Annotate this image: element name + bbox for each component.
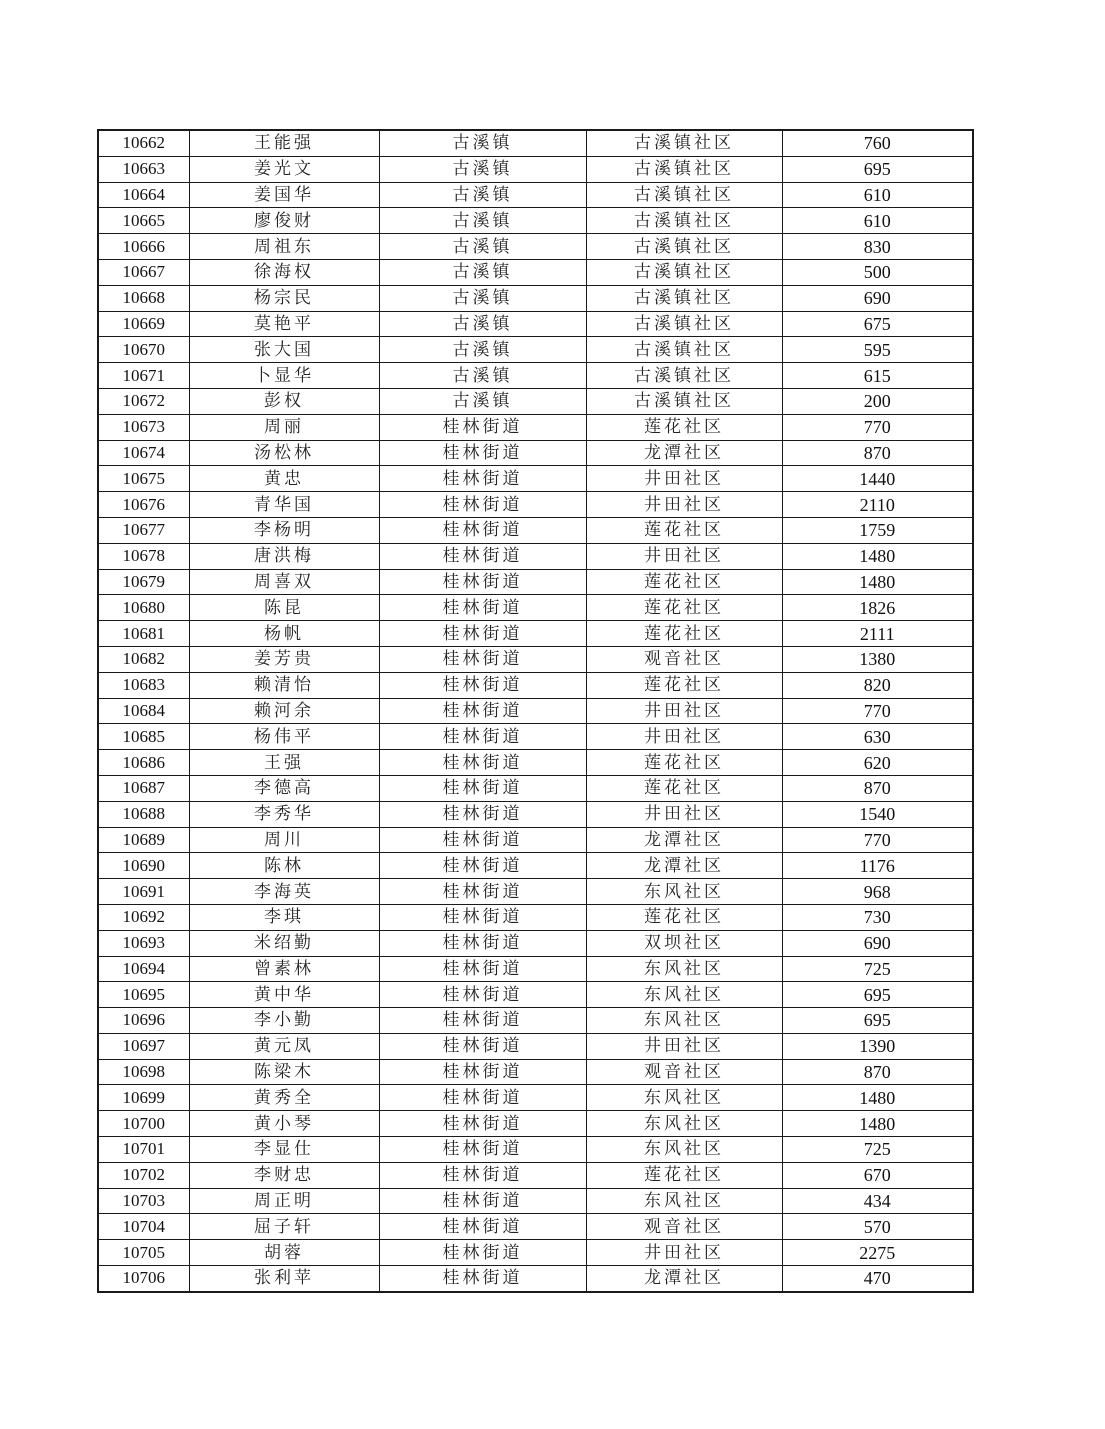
table-row (98, 1162, 973, 1188)
cell-town: 桂林街道 (379, 982, 586, 1008)
cell-name: 唐洪梅 (189, 543, 379, 569)
cell-id: 10663 (98, 156, 189, 182)
table-row (98, 879, 973, 905)
cell-community: 东风社区 (586, 1008, 782, 1034)
table-row (98, 130, 973, 156)
cell-id: 10700 (98, 1111, 189, 1137)
cell-name: 李琪 (189, 904, 379, 930)
cell-amount: 870 (782, 775, 973, 801)
cell-id: 10665 (98, 208, 189, 234)
cell-amount: 610 (782, 182, 973, 208)
cell-town: 古溪镇 (379, 363, 586, 389)
table-row (98, 285, 973, 311)
table-row (98, 1240, 973, 1266)
cell-town: 桂林街道 (379, 1033, 586, 1059)
cell-amount: 1480 (782, 1111, 973, 1137)
cell-community: 莲花社区 (586, 621, 782, 647)
cell-id: 10670 (98, 337, 189, 363)
cell-name: 姜国华 (189, 182, 379, 208)
cell-town: 古溪镇 (379, 156, 586, 182)
cell-name: 姜芳贵 (189, 646, 379, 672)
cell-community: 井田社区 (586, 1240, 782, 1266)
cell-amount: 675 (782, 311, 973, 337)
cell-amount: 770 (782, 698, 973, 724)
table-row (98, 414, 973, 440)
cell-name: 周喜双 (189, 569, 379, 595)
cell-amount: 695 (782, 982, 973, 1008)
cell-id: 10673 (98, 414, 189, 440)
cell-name: 周川 (189, 827, 379, 853)
table-row (98, 1033, 973, 1059)
cell-amount: 434 (782, 1188, 973, 1214)
cell-name: 杨伟平 (189, 724, 379, 750)
cell-amount: 725 (782, 956, 973, 982)
cell-name: 李财忠 (189, 1162, 379, 1188)
cell-amount: 1380 (782, 646, 973, 672)
cell-community: 井田社区 (586, 724, 782, 750)
cell-name: 陈昆 (189, 595, 379, 621)
table-row (98, 311, 973, 337)
cell-id: 10693 (98, 930, 189, 956)
cell-id: 10671 (98, 363, 189, 389)
table-row (98, 595, 973, 621)
cell-community: 莲花社区 (586, 414, 782, 440)
cell-community: 古溪镇社区 (586, 363, 782, 389)
cell-town: 桂林街道 (379, 1059, 586, 1085)
table-row (98, 234, 973, 260)
cell-id: 10695 (98, 982, 189, 1008)
cell-town: 桂林街道 (379, 904, 586, 930)
cell-amount: 770 (782, 414, 973, 440)
cell-id: 10662 (98, 130, 189, 156)
cell-name: 黄忠 (189, 466, 379, 492)
cell-amount: 620 (782, 750, 973, 776)
cell-town: 古溪镇 (379, 259, 586, 285)
cell-town: 桂林街道 (379, 750, 586, 776)
cell-id: 10696 (98, 1008, 189, 1034)
cell-amount: 1176 (782, 853, 973, 879)
cell-town: 桂林街道 (379, 698, 586, 724)
cell-name: 杨宗民 (189, 285, 379, 311)
cell-amount: 1480 (782, 543, 973, 569)
cell-community: 古溪镇社区 (586, 208, 782, 234)
cell-name: 曾素林 (189, 956, 379, 982)
table-row (98, 440, 973, 466)
cell-community: 龙潭社区 (586, 827, 782, 853)
cell-community: 古溪镇社区 (586, 311, 782, 337)
cell-amount: 1480 (782, 569, 973, 595)
cell-name: 杨帆 (189, 621, 379, 647)
cell-amount: 695 (782, 156, 973, 182)
cell-town: 桂林街道 (379, 827, 586, 853)
cell-id: 10691 (98, 879, 189, 905)
cell-amount: 2111 (782, 621, 973, 647)
table-row (98, 801, 973, 827)
cell-name: 王能强 (189, 130, 379, 156)
cell-id: 10701 (98, 1137, 189, 1163)
cell-amount: 730 (782, 904, 973, 930)
cell-town: 桂林街道 (379, 1214, 586, 1240)
cell-community: 观音社区 (586, 1214, 782, 1240)
cell-town: 桂林街道 (379, 466, 586, 492)
cell-community: 古溪镇社区 (586, 388, 782, 414)
cell-id: 10685 (98, 724, 189, 750)
cell-name: 王强 (189, 750, 379, 776)
cell-amount: 870 (782, 1059, 973, 1085)
cell-id: 10705 (98, 1240, 189, 1266)
cell-amount: 570 (782, 1214, 973, 1240)
cell-community: 井田社区 (586, 801, 782, 827)
cell-name: 黄秀全 (189, 1085, 379, 1111)
cell-community: 东风社区 (586, 879, 782, 905)
cell-amount: 2275 (782, 1240, 973, 1266)
cell-amount: 630 (782, 724, 973, 750)
cell-id: 10697 (98, 1033, 189, 1059)
table-row (98, 930, 973, 956)
cell-id: 10666 (98, 234, 189, 260)
cell-name: 屈子轩 (189, 1214, 379, 1240)
cell-name: 徐海权 (189, 259, 379, 285)
cell-name: 周丽 (189, 414, 379, 440)
cell-town: 桂林街道 (379, 930, 586, 956)
cell-name: 彭权 (189, 388, 379, 414)
cell-id: 10675 (98, 466, 189, 492)
cell-name: 张大国 (189, 337, 379, 363)
cell-community: 井田社区 (586, 466, 782, 492)
cell-id: 10702 (98, 1162, 189, 1188)
cell-town: 桂林街道 (379, 801, 586, 827)
table-row (98, 1008, 973, 1034)
cell-community: 东风社区 (586, 1137, 782, 1163)
table-row (98, 569, 973, 595)
cell-community: 双坝社区 (586, 930, 782, 956)
cell-town: 桂林街道 (379, 543, 586, 569)
cell-id: 10680 (98, 595, 189, 621)
table-row (98, 208, 973, 234)
cell-id: 10706 (98, 1266, 189, 1292)
cell-amount: 200 (782, 388, 973, 414)
cell-id: 10699 (98, 1085, 189, 1111)
cell-name: 李显仕 (189, 1137, 379, 1163)
cell-town: 古溪镇 (379, 285, 586, 311)
cell-town: 桂林街道 (379, 1008, 586, 1034)
cell-amount: 770 (782, 827, 973, 853)
cell-id: 10681 (98, 621, 189, 647)
cell-town: 桂林街道 (379, 440, 586, 466)
cell-id: 10688 (98, 801, 189, 827)
table-row (98, 982, 973, 1008)
cell-community: 井田社区 (586, 698, 782, 724)
cell-amount: 760 (782, 130, 973, 156)
cell-name: 陈梁木 (189, 1059, 379, 1085)
cell-id: 10672 (98, 388, 189, 414)
cell-name: 姜光文 (189, 156, 379, 182)
table-row (98, 363, 973, 389)
cell-town: 桂林街道 (379, 646, 586, 672)
cell-community: 莲花社区 (586, 750, 782, 776)
cell-name: 李小勤 (189, 1008, 379, 1034)
table-row (98, 1085, 973, 1111)
cell-id: 10668 (98, 285, 189, 311)
cell-name: 米绍勤 (189, 930, 379, 956)
cell-name: 汤松林 (189, 440, 379, 466)
cell-community: 观音社区 (586, 1059, 782, 1085)
cell-town: 桂林街道 (379, 1240, 586, 1266)
cell-id: 10690 (98, 853, 189, 879)
cell-amount: 1390 (782, 1033, 973, 1059)
table-row (98, 827, 973, 853)
cell-id: 10682 (98, 646, 189, 672)
table-row (98, 517, 973, 543)
cell-town: 古溪镇 (379, 130, 586, 156)
cell-id: 10677 (98, 517, 189, 543)
cell-community: 古溪镇社区 (586, 337, 782, 363)
cell-name: 黄小琴 (189, 1111, 379, 1137)
cell-community: 井田社区 (586, 492, 782, 518)
cell-amount: 500 (782, 259, 973, 285)
cell-name: 赖河余 (189, 698, 379, 724)
cell-id: 10684 (98, 698, 189, 724)
cell-community: 龙潭社区 (586, 1266, 782, 1292)
cell-community: 古溪镇社区 (586, 156, 782, 182)
cell-amount: 690 (782, 930, 973, 956)
cell-amount: 670 (782, 1162, 973, 1188)
cell-town: 桂林街道 (379, 775, 586, 801)
cell-town: 古溪镇 (379, 208, 586, 234)
cell-community: 东风社区 (586, 1085, 782, 1111)
cell-town: 桂林街道 (379, 492, 586, 518)
table-row (98, 1266, 973, 1292)
cell-name: 李德高 (189, 775, 379, 801)
cell-name: 李海英 (189, 879, 379, 905)
cell-town: 桂林街道 (379, 517, 586, 543)
cell-amount: 2110 (782, 492, 973, 518)
cell-amount: 690 (782, 285, 973, 311)
table-row (98, 259, 973, 285)
cell-town: 桂林街道 (379, 853, 586, 879)
cell-name: 青华国 (189, 492, 379, 518)
table-row (98, 1137, 973, 1163)
cell-id: 10698 (98, 1059, 189, 1085)
table-row (98, 337, 973, 363)
cell-amount: 870 (782, 440, 973, 466)
table-row (98, 492, 973, 518)
cell-town: 桂林街道 (379, 672, 586, 698)
cell-town: 桂林街道 (379, 569, 586, 595)
table-row (98, 646, 973, 672)
cell-town: 桂林街道 (379, 1137, 586, 1163)
cell-community: 古溪镇社区 (586, 285, 782, 311)
cell-town: 桂林街道 (379, 724, 586, 750)
cell-amount: 615 (782, 363, 973, 389)
cell-town: 桂林街道 (379, 956, 586, 982)
table-row (98, 1059, 973, 1085)
cell-name: 陈林 (189, 853, 379, 879)
cell-name: 卜显华 (189, 363, 379, 389)
cell-community: 东风社区 (586, 982, 782, 1008)
table-row (98, 466, 973, 492)
cell-community: 井田社区 (586, 1033, 782, 1059)
cell-id: 10687 (98, 775, 189, 801)
table-body (98, 130, 973, 1292)
cell-amount: 470 (782, 1266, 973, 1292)
cell-town: 桂林街道 (379, 621, 586, 647)
table-row (98, 672, 973, 698)
cell-amount: 1480 (782, 1085, 973, 1111)
cell-community: 莲花社区 (586, 595, 782, 621)
cell-id: 10703 (98, 1188, 189, 1214)
table-row (98, 775, 973, 801)
cell-name: 赖清怡 (189, 672, 379, 698)
cell-community: 古溪镇社区 (586, 130, 782, 156)
cell-town: 古溪镇 (379, 388, 586, 414)
cell-community: 龙潭社区 (586, 853, 782, 879)
table-row (98, 750, 973, 776)
cell-town: 桂林街道 (379, 1266, 586, 1292)
cell-name: 廖俊财 (189, 208, 379, 234)
cell-community: 井田社区 (586, 543, 782, 569)
cell-town: 桂林街道 (379, 595, 586, 621)
cell-name: 周祖东 (189, 234, 379, 260)
cell-amount: 830 (782, 234, 973, 260)
cell-community: 观音社区 (586, 646, 782, 672)
cell-name: 黄中华 (189, 982, 379, 1008)
cell-amount: 695 (782, 1008, 973, 1034)
table-row (98, 182, 973, 208)
cell-id: 10694 (98, 956, 189, 982)
cell-community: 东风社区 (586, 1188, 782, 1214)
cell-community: 莲花社区 (586, 517, 782, 543)
cell-town: 古溪镇 (379, 337, 586, 363)
cell-town: 桂林街道 (379, 414, 586, 440)
cell-community: 莲花社区 (586, 775, 782, 801)
table-row (98, 698, 973, 724)
cell-community: 莲花社区 (586, 569, 782, 595)
cell-amount: 1826 (782, 595, 973, 621)
cell-amount: 968 (782, 879, 973, 905)
cell-id: 10676 (98, 492, 189, 518)
cell-name: 黄元凤 (189, 1033, 379, 1059)
cell-name: 李杨明 (189, 517, 379, 543)
cell-id: 10674 (98, 440, 189, 466)
table-row (98, 853, 973, 879)
table-row (98, 724, 973, 750)
cell-town: 桂林街道 (379, 1111, 586, 1137)
cell-community: 龙潭社区 (586, 440, 782, 466)
cell-town: 桂林街道 (379, 879, 586, 905)
table-row (98, 904, 973, 930)
cell-town: 古溪镇 (379, 234, 586, 260)
cell-community: 古溪镇社区 (586, 234, 782, 260)
data-table (97, 129, 974, 1293)
cell-community: 莲花社区 (586, 672, 782, 698)
cell-amount: 725 (782, 1137, 973, 1163)
table-row (98, 621, 973, 647)
table-row (98, 1188, 973, 1214)
cell-name: 张利苹 (189, 1266, 379, 1292)
cell-id: 10667 (98, 259, 189, 285)
cell-town: 桂林街道 (379, 1188, 586, 1214)
cell-amount: 1759 (782, 517, 973, 543)
cell-town: 桂林街道 (379, 1085, 586, 1111)
table-row (98, 1111, 973, 1137)
cell-id: 10686 (98, 750, 189, 776)
cell-town: 古溪镇 (379, 311, 586, 337)
cell-town: 桂林街道 (379, 1162, 586, 1188)
cell-id: 10692 (98, 904, 189, 930)
cell-community: 东风社区 (586, 1111, 782, 1137)
table-row (98, 956, 973, 982)
cell-amount: 1440 (782, 466, 973, 492)
cell-community: 古溪镇社区 (586, 182, 782, 208)
cell-community: 东风社区 (586, 956, 782, 982)
cell-id: 10678 (98, 543, 189, 569)
cell-community: 古溪镇社区 (586, 259, 782, 285)
cell-amount: 1540 (782, 801, 973, 827)
cell-name: 李秀华 (189, 801, 379, 827)
cell-id: 10679 (98, 569, 189, 595)
cell-id: 10689 (98, 827, 189, 853)
cell-town: 古溪镇 (379, 182, 586, 208)
cell-name: 莫艳平 (189, 311, 379, 337)
cell-community: 莲花社区 (586, 1162, 782, 1188)
cell-id: 10669 (98, 311, 189, 337)
cell-amount: 595 (782, 337, 973, 363)
table-row (98, 1214, 973, 1240)
cell-id: 10683 (98, 672, 189, 698)
cell-name: 周正明 (189, 1188, 379, 1214)
cell-name: 胡蓉 (189, 1240, 379, 1266)
cell-community: 莲花社区 (586, 904, 782, 930)
table-row (98, 388, 973, 414)
table-row (98, 543, 973, 569)
cell-id: 10704 (98, 1214, 189, 1240)
table-row (98, 156, 973, 182)
cell-id: 10664 (98, 182, 189, 208)
cell-amount: 820 (782, 672, 973, 698)
cell-amount: 610 (782, 208, 973, 234)
